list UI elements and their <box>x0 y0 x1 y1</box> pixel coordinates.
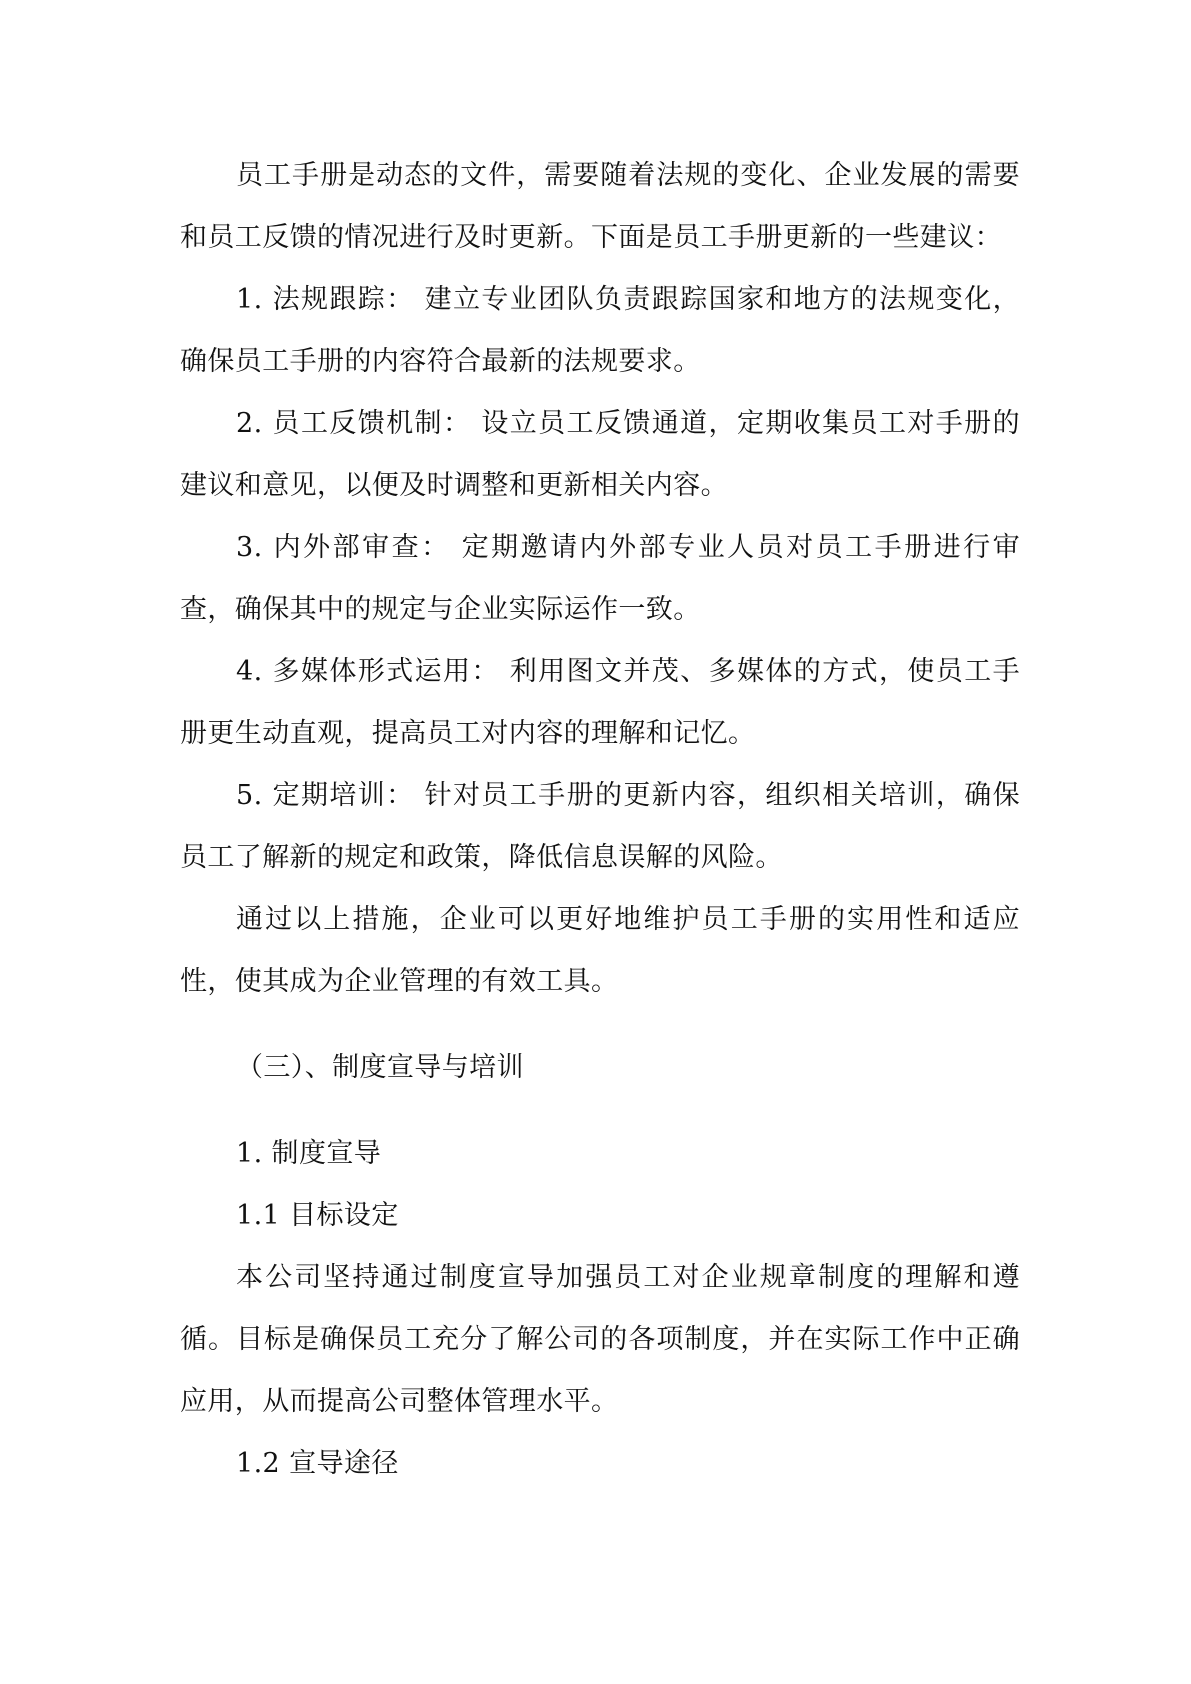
conclusion-paragraph: 通过以上措施，企业可以更好地维护员工手册的实用性和适应性，使其成为企业管理的有效工具。 <box>180 904 1020 997</box>
suggestion-body: 定期邀请内外部专业人员对员工手册进行审查，确保其中的规定与企业实际运作一致。 <box>180 532 1020 625</box>
target-heading: 1.1 目标设定 <box>236 1200 399 1231</box>
suggestion-body: 针对员工手册的更新内容，组织相关培训，确保员工了解新的规定和政策，降低信息误解的风险。 <box>180 780 1021 873</box>
suggestion-item <box>180 641 1020 765</box>
suggestion-number: 4. <box>236 656 263 687</box>
suggestion-title: 员工反馈机制： <box>272 408 472 439</box>
suggestion-number: 1. <box>236 284 263 315</box>
subsection-heading: 1. 制度宣导 <box>236 1138 382 1169</box>
suggestion-title: 多媒体形式运用： <box>272 656 500 687</box>
section-heading: （三）、制度宣导与培训 <box>236 1052 524 1083</box>
suggestion-item <box>180 517 1020 641</box>
channel-heading: 1.2 宣导途径 <box>236 1448 399 1479</box>
suggestion-body: 利用图文并茂、多媒体的方式，使员工手册更生动直观，提高员工对内容的理解和记忆。 <box>180 656 1021 749</box>
suggestion-item <box>180 393 1020 517</box>
suggestion-title: 内外部审查： <box>273 532 451 563</box>
suggestion-title: 定期培训： <box>272 780 415 811</box>
document-body <box>180 145 1020 1495</box>
suggestion-number: 2. <box>236 408 263 439</box>
suggestion-number: 5. <box>236 780 263 811</box>
suggestion-title: 法规跟踪： <box>272 284 415 315</box>
suggestion-number: 3. <box>236 532 263 563</box>
suggestion-item <box>180 765 1020 889</box>
suggestion-body: 建立专业团队负责跟踪国家和地方的法规变化，确保员工手册的内容符合最新的法规要求。 <box>180 284 1021 377</box>
target-paragraph: 本公司坚持通过制度宣导加强员工对企业规章制度的理解和遵循。目标是确保员工充分了解公司的各项制度，并在实际工作中正确应用，从而提高公司整体管理水平。 <box>180 1262 1020 1417</box>
suggestion-body: 设立员工反馈通道，定期收集员工对手册的建议和意见，以便及时调整和更新相关内容。 <box>180 408 1020 501</box>
intro-paragraph: 员工手册是动态的文件，需要随着法规的变化、企业发展的需要和员工反馈的情况进行及时更新。下面是员工手册更新的一些建议： <box>180 160 1020 253</box>
suggestion-item <box>180 269 1020 393</box>
